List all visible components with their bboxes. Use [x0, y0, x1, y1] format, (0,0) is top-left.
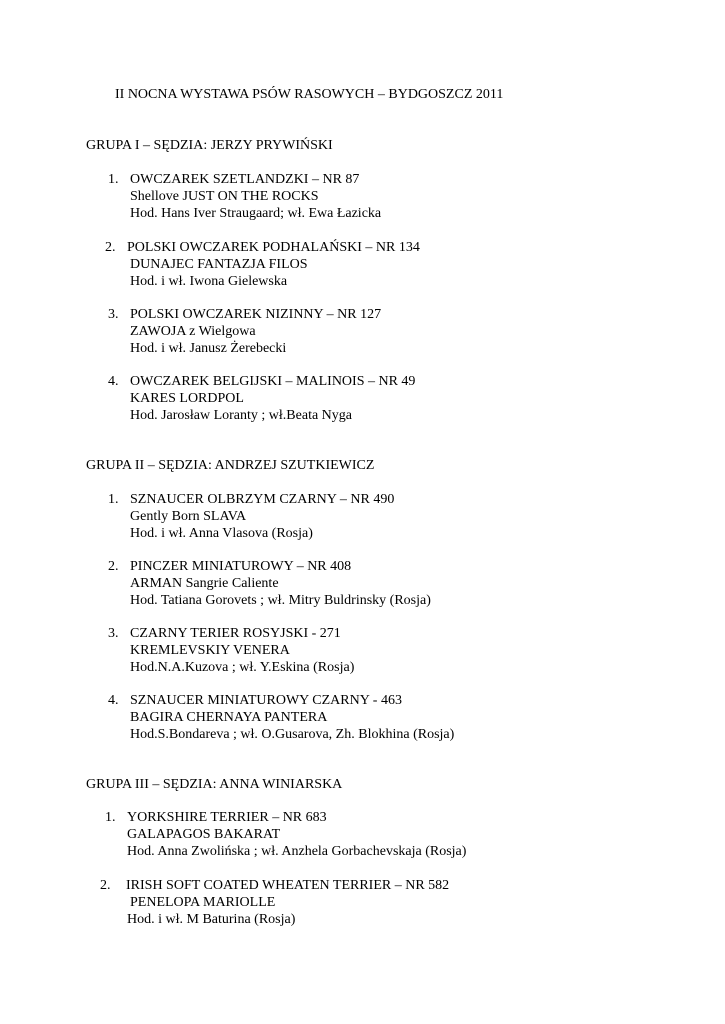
- entry-breed: POLSKI OWCZAREK NIZINNY – NR 127: [130, 307, 382, 322]
- entry-dog-name: PENELOPA MARIOLLE: [130, 895, 276, 910]
- page-title: II NOCNA WYSTAWA PSÓW RASOWYCH – BYDGOSZCZ 2011: [115, 87, 504, 102]
- entry-dog-name: Shellove JUST ON THE ROCKS: [130, 189, 319, 204]
- entry-owners: Hod. i wł. M Baturina (Rosja): [127, 912, 296, 927]
- entry-number: 1.: [108, 172, 119, 187]
- entry-number: 3.: [108, 307, 119, 322]
- entry-number: 4.: [108, 693, 119, 708]
- entry-number: 2.: [105, 240, 116, 255]
- entry-dog-name: BAGIRA CHERNAYA PANTERA: [130, 710, 328, 725]
- entry-owners: Hod.N.A.Kuzova ; wł. Y.Eskina (Rosja): [130, 660, 355, 675]
- entry-breed: OWCZAREK SZETLANDZKI – NR 87: [130, 172, 360, 187]
- entry-breed: SZNAUCER OLBRZYM CZARNY – NR 490: [130, 492, 395, 507]
- group-header-1: GRUPA I – SĘDZIA: JERZY PRYWIŃSKI: [86, 138, 333, 153]
- entry-breed: CZARNY TERIER ROSYJSKI - 271: [130, 626, 341, 641]
- entry-owners: Hod.S.Bondareva ; wł. O.Gusarova, Zh. Blokhina (Rosja): [130, 727, 455, 742]
- entry-number: 2.: [100, 878, 111, 893]
- entry-number: 4.: [108, 374, 119, 389]
- entry-dog-name: GALAPAGOS BAKARAT: [127, 827, 281, 842]
- entry-dog-name: ZAWOJA z Wielgowa: [130, 324, 256, 339]
- entry-breed: SZNAUCER MINIATUROWY CZARNY - 463: [130, 693, 402, 708]
- entry-dog-name: ARMAN Sangrie Caliente: [130, 576, 279, 591]
- entry-owners: Hod. Jarosław Loranty ; wł.Beata Nyga: [130, 408, 352, 423]
- group-header-3: GRUPA III – SĘDZIA: ANNA WINIARSKA: [86, 777, 343, 792]
- entry-owners: Hod. Hans Iver Straugaard; wł. Ewa Łazicka: [130, 206, 382, 221]
- entry-dog-name: DUNAJEC FANTAZJA FILOS: [130, 257, 308, 272]
- entry-owners: Hod. Anna Zwolińska ; wł. Anzhela Gorbachevskaja (Rosja): [127, 844, 467, 859]
- entry-breed: YORKSHIRE TERRIER – NR 683: [127, 810, 327, 825]
- entry-number: 2.: [108, 559, 119, 574]
- entry-owners: Hod. i wł. Janusz Żerebecki: [130, 341, 287, 356]
- entry-number: 3.: [108, 626, 119, 641]
- entry-dog-name: KREMLEVSKIY VENERA: [130, 643, 290, 658]
- group-header-2: GRUPA II – SĘDZIA: ANDRZEJ SZUTKIEWICZ: [86, 458, 375, 473]
- entry-owners: Hod. Tatiana Gorovets ; wł. Mitry Buldrinsky (Rosja): [130, 593, 431, 608]
- entry-breed: PINCZER MINIATUROWY – NR 408: [130, 559, 352, 574]
- entry-number: 1.: [105, 810, 116, 825]
- entry-number: 1.: [108, 492, 119, 507]
- entry-owners: Hod. i wł. Iwona Gielewska: [130, 274, 288, 289]
- entry-owners: Hod. i wł. Anna Vlasova (Rosja): [130, 526, 313, 541]
- entry-breed: POLSKI OWCZAREK PODHALAŃSKI – NR 134: [127, 240, 420, 255]
- entry-breed: OWCZAREK BELGIJSKI – MALINOIS – NR 49: [130, 374, 416, 389]
- entry-dog-name: KARES LORDPOL: [130, 391, 244, 406]
- entry-breed: IRISH SOFT COATED WHEATEN TERRIER – NR 582: [126, 878, 450, 893]
- entry-dog-name: Gently Born SLAVA: [130, 509, 247, 524]
